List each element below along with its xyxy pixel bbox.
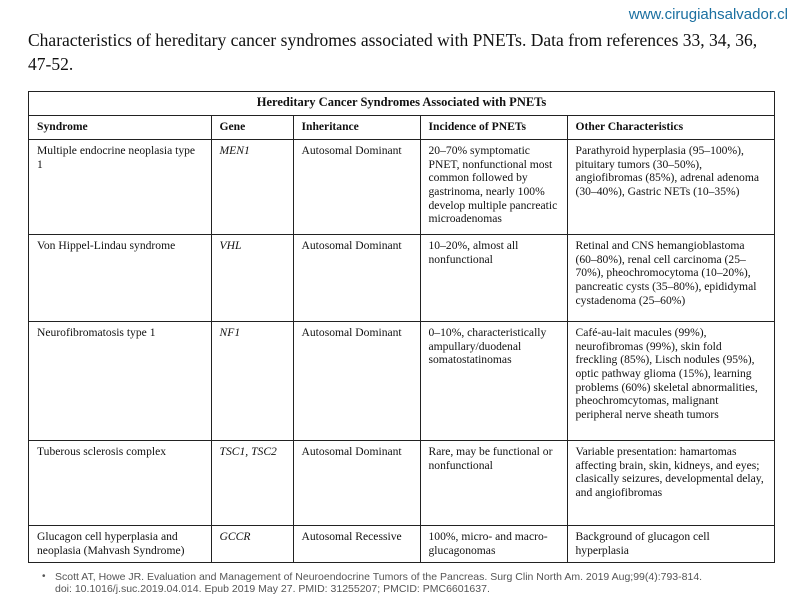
cell-syndrome: Neurofibromatosis type 1 (29, 322, 211, 441)
cell-other: Variable presentation: hamartomas affecting brain, skin, kidneys, and eyes; clasically seizures, developmental delay, and angiofibromas (567, 441, 774, 526)
cell-gene: MEN1 (211, 140, 293, 235)
cell-syndrome: Glucagon cell hyperplasia and neoplasia (Mahvash Syndrome) (29, 526, 211, 563)
cell-gene: VHL (211, 235, 293, 322)
table-row (29, 441, 774, 526)
cell-incidence: 20–70% symptomatic PNET, nonfunctional most common followed by gastrinoma, nearly 100% develop multiple pancreatic microadenomas (420, 140, 567, 235)
citation-line-2: doi: 10.1016/j.suc.2019.04.014. Epub 2019 May 27. PMID: 31255207; PMCID: PMC6601637. (55, 583, 490, 595)
cell-inheritance: Autosomal Recessive (293, 526, 420, 563)
cell-syndrome: Multiple endocrine neoplasia type 1 (29, 140, 211, 235)
cell-inheritance: Autosomal Dominant (293, 322, 420, 441)
header-inheritance: Inheritance (293, 115, 420, 140)
table-row (29, 140, 774, 235)
table-row (29, 526, 774, 563)
citation-line-1: Scott AT, Howe JR. Evaluation and Management of Neuroendocrine Tumors of the Pancreas. Surg Clin North Am. 2019 Aug;99(4):793-814. (55, 571, 703, 583)
cell-other: Parathyroid hyperplasia (95–100%), pituitary tumors (30–50%), angiofibromas (85%), adrenal adenoma (30–40%), Gastric NETs (10–35%) (567, 140, 774, 235)
header-syndrome: Syndrome (29, 115, 211, 140)
table-row (29, 322, 774, 441)
cell-inheritance: Autosomal Dominant (293, 140, 420, 235)
cell-inheritance: Autosomal Dominant (293, 235, 420, 322)
cell-other: Retinal and CNS hemangioblastoma (60–80%), renal cell carcinoma (25–70%), pheochromocytoma (10–20%), pancreatic cysts (35–80%), epididymal cystadenoma (25–60%) (567, 235, 774, 322)
citation-bullet: • (42, 571, 46, 582)
cell-gene: NF1 (211, 322, 293, 441)
site-url[interactable]: www.cirugiahsalvador.cl (628, 6, 788, 23)
cell-other: Background of glucagon cell hyperplasia (575, 530, 710, 557)
table-title: Hereditary Cancer Syndromes Associated with PNETs (29, 92, 774, 115)
cell-syndrome: Von Hippel-Lindau syndrome (29, 235, 211, 322)
citation (55, 571, 775, 595)
header-other-characteristics: Other Characteristics (567, 115, 774, 140)
table-header-row (29, 115, 774, 140)
table-row (29, 235, 774, 322)
cell-incidence: 100%, micro- and macro-glucagonomas (420, 526, 567, 563)
cell-inheritance: Autosomal Dominant (293, 441, 420, 526)
cell-incidence: 0–10%, characteristically ampullary/duodenal somatostatinomas (420, 322, 567, 441)
figure-caption: Characteristics of hereditary cancer syndromes associated with PNETs. Data from references 33, 34, 36, 47-52. (28, 30, 758, 74)
cell-gene: GCCR (211, 526, 293, 563)
syndromes-table-container (28, 91, 775, 563)
cell-syndrome: Tuberous sclerosis complex (29, 441, 211, 526)
cell-other: Café-au-lait macules (99%), neurofibromas (99%), skin fold freckling (85%), Lisch nodules (95%), optic pathway glioma (15%), learning problems (60%) skeletal abnormalities, pheochromcytomas, malignant peripheral nerve sheath tumors (567, 322, 774, 441)
header-incidence: Incidence of PNETs (420, 115, 567, 140)
header-gene: Gene (211, 115, 293, 140)
cell-incidence: 10–20%, almost all nonfunctional (420, 235, 567, 322)
syndromes-table (29, 92, 774, 562)
cell-incidence: Rare, may be functional or nonfunctional (420, 441, 567, 526)
cell-gene: TSC1, TSC2 (211, 441, 293, 526)
